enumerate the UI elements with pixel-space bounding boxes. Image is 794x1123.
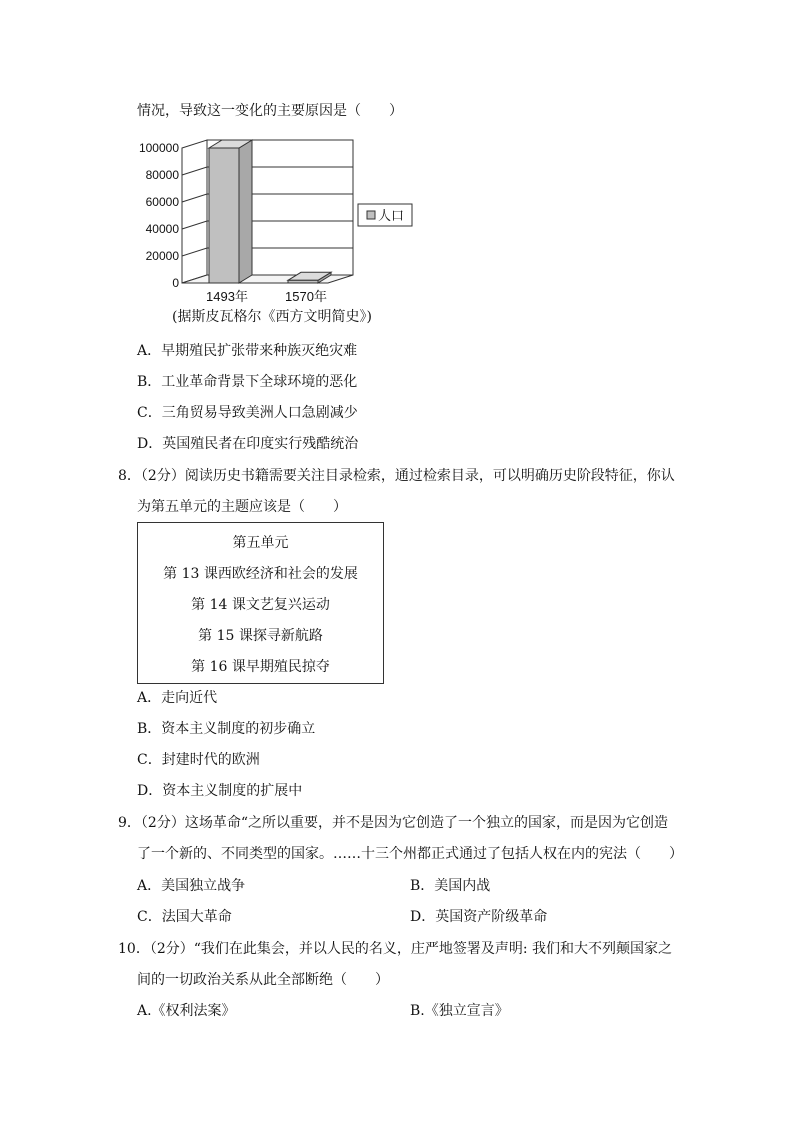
q8-stem-line1: 8．（2分）阅读历史书籍需要关注目录检索，通过检索目录，可以明确历史阶段特征，你认	[118, 468, 675, 484]
y-tick-label: 20000	[145, 249, 179, 263]
lesson-14: 第 14 课文艺复兴运动	[191, 597, 330, 613]
y-tick-label: 0	[172, 276, 179, 290]
x-tick-label: 1570年	[285, 289, 327, 304]
q8-stem-line2: 为第五单元的主题应该是（ ）	[137, 499, 347, 515]
q7-option-a: A．早期殖民扩张带来种族灭绝灾难	[137, 343, 358, 359]
q9-stem-line2: 了一个新的、不同类型的国家。……十三个州都正式通过了包括人权在内的宪法（ ）	[137, 846, 683, 862]
unit-five-table-of-contents	[137, 522, 384, 684]
q10-stem-line1: 10．（2分）“我们在此集会，并以人民的名义，庄严地签署及声明: 我们和大不列颠国家之	[118, 941, 673, 957]
q9-stem-line1: 9．（2分）这场革命“之所以重要，并不是因为它创造了一个独立的国家，而是因为它创造	[118, 815, 668, 831]
lesson-13: 第 13 课西欧经济和社会的发展	[163, 566, 358, 582]
legend-label: 人口	[378, 208, 405, 223]
y-tick-label: 80000	[145, 168, 179, 182]
x-tick-label: 1493年	[206, 289, 248, 304]
q8-option-d: D．资本主义制度的扩展中	[137, 783, 303, 799]
q9-option-a: A．美国独立战争	[137, 878, 246, 894]
q8-option-b: B．资本主义制度的初步确立	[137, 721, 316, 737]
lesson-15: 第 15 课探寻新航路	[198, 628, 323, 644]
lesson-16: 第 16 课早期殖民掠夺	[191, 659, 330, 675]
q9-option-c: C．法国大革命	[137, 909, 232, 925]
q7-option-b: B．工业革命背景下全球环境的恶化	[137, 374, 358, 390]
q8-option-a: A．走向近代	[137, 690, 218, 706]
bar-side	[239, 140, 252, 283]
bar	[288, 280, 318, 283]
chart-left-wall	[182, 140, 207, 283]
q10-option-b: B.《独立宣言》	[410, 1003, 509, 1019]
q10-stem-line2: 间的一切政治关系从此全部断绝（ ）	[137, 972, 389, 988]
chart-source: (据斯皮瓦格尔《西方文明简史》)	[172, 309, 372, 325]
bar	[209, 148, 239, 283]
legend-swatch	[367, 211, 375, 219]
q7-option-c: C．三角贸易导致美洲人口急剧减少	[137, 405, 358, 421]
q10-option-a: A.《权利法案》	[137, 1003, 236, 1019]
q7-stem: 情况，导致这一变化的主要原因是（ ）	[137, 103, 403, 119]
q9-option-b: B．美国内战	[410, 878, 491, 894]
q8-option-c: C．封建时代的欧洲	[137, 752, 260, 768]
y-tick-label: 40000	[145, 222, 179, 236]
y-tick-label: 60000	[145, 195, 179, 209]
q9-option-d: D．英国资产阶级革命	[410, 909, 548, 925]
q7-option-d: D．英国殖民者在印度实行残酷统治	[137, 436, 359, 452]
y-tick-label: 100000	[138, 141, 179, 155]
unit-title: 第五单元	[232, 535, 289, 551]
population-bar-chart	[0, 0, 794, 340]
